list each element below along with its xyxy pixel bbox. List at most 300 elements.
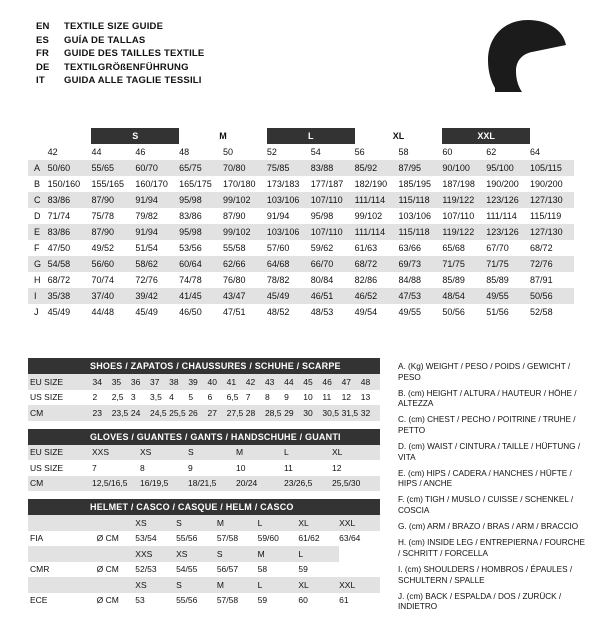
size-number-header: 64 — [530, 146, 541, 157]
table-cell: 45 — [303, 374, 322, 390]
size-number-header-row — [28, 144, 574, 160]
row-label: A — [28, 160, 48, 176]
row-label: EU SIZE — [28, 374, 93, 390]
table-cell: 53/54 — [135, 533, 157, 543]
table-cell: 9 — [284, 392, 289, 402]
size-number-header: 42 — [47, 146, 58, 157]
helmet-value-row — [28, 562, 380, 578]
table-cell: 28,5 — [265, 405, 284, 421]
helmet-size-header: XS — [135, 515, 176, 531]
table-cell: XL — [332, 445, 380, 461]
table-row — [28, 192, 574, 208]
table-cell: 70/74 — [91, 274, 114, 285]
table-cell: 85/89 — [486, 274, 509, 285]
helmet-size-header-row — [28, 515, 380, 531]
table-cell: 47 — [342, 374, 361, 390]
table-cell: 44/48 — [91, 306, 114, 317]
measurement-legend — [398, 362, 586, 618]
gloves-title: GLOVES / GUANTES / GANTS / HANDSCHUHE / GUANTI — [28, 429, 380, 445]
table-cell: 56/60 — [91, 256, 135, 272]
table-cell: 50/56 — [442, 306, 465, 317]
table-cell: 3,5 — [150, 392, 162, 402]
table-row — [28, 176, 574, 192]
helmet-standard-label: ECE — [30, 595, 48, 605]
helmet-size-header: XS — [135, 577, 176, 593]
table-cell: 111/114 — [355, 224, 399, 240]
table-cell: 37 — [150, 374, 169, 390]
table-cell: 55/56 — [176, 595, 198, 605]
language-code: IT — [36, 75, 45, 86]
table-cell: 12 — [341, 392, 352, 402]
table-row — [28, 304, 574, 320]
row-label: EU SIZE — [28, 445, 92, 461]
table-cell: 52/53 — [135, 564, 157, 574]
language-row — [36, 47, 436, 61]
table-cell: 35 — [112, 374, 131, 390]
helmet-table — [28, 515, 380, 608]
helmet-size-header: XL — [298, 515, 339, 531]
language-code: EN — [36, 21, 50, 32]
table-cell: 9 — [188, 462, 193, 473]
table-cell: 87/95 — [398, 160, 442, 176]
table-cell: 43/47 — [223, 288, 267, 304]
table-row — [28, 272, 574, 288]
table-cell: 57/60 — [266, 242, 290, 253]
table-cell: 31,5 — [342, 405, 361, 421]
table-cell: 52/58 — [530, 306, 553, 317]
table-cell: 177/187 — [310, 178, 344, 189]
table-cell: 69/73 — [398, 256, 442, 272]
table-cell: 155/165 — [91, 178, 124, 189]
table-cell: 48/53 — [310, 306, 334, 317]
table-cell: 103/106 — [267, 192, 311, 208]
legend-item: D. (cm) WAIST / CINTURA / TAILLE / HÜFTUNG / VITA — [398, 442, 581, 462]
size-number-header: 60 — [442, 146, 453, 157]
table-cell: 85/89 — [442, 274, 465, 285]
table-cell: 7 — [245, 392, 251, 402]
size-number-header: 54 — [310, 146, 321, 157]
size-letter-header — [530, 128, 574, 144]
table-cell: 84/88 — [398, 274, 421, 285]
table-cell: 36 — [131, 374, 150, 390]
legend-item: C. (cm) CHEST / PECHO / POITRINE / TRUHE / PETTO — [398, 415, 576, 435]
row-label — [28, 546, 97, 562]
table-cell: 90/100 — [442, 160, 486, 176]
table-cell: 2 — [92, 392, 98, 402]
table-cell: 63/66 — [398, 242, 421, 253]
table-cell: 45/49 — [135, 306, 158, 317]
table-cell: 24,5 — [150, 405, 169, 421]
table-cell: 123/126 — [486, 224, 530, 240]
table-cell: 72/76 — [530, 256, 574, 272]
legend-item: I. (cm) SHOULDERS / HOMBROS / ÉPAULES / SCHULTERN / SPALLE — [398, 564, 573, 585]
table-cell: 27 — [207, 405, 226, 421]
size-number-header: 52 — [266, 146, 277, 157]
table-cell: 68/72 — [355, 256, 399, 272]
table-cell: 83/86 — [48, 224, 92, 240]
table-cell: 185/195 — [398, 178, 432, 189]
helmet-size-header: M — [217, 577, 258, 593]
helmet-standard-label: CMR — [30, 564, 50, 574]
table-cell: 11 — [284, 462, 293, 473]
helmet-unit: Ø CM — [96, 595, 119, 605]
table-cell: S — [188, 445, 236, 461]
helmet-unit: Ø CM — [96, 564, 119, 574]
table-cell: 30 — [303, 405, 322, 421]
table-cell: 57/58 — [216, 533, 239, 543]
table-cell: 46/50 — [179, 306, 202, 317]
table-cell: 75/78 — [91, 210, 114, 221]
table-cell: 55/56 — [176, 533, 198, 543]
table-cell: 95/100 — [486, 160, 530, 176]
table-cell: 160/170 — [135, 178, 168, 189]
table-cell: 115/118 — [398, 192, 442, 208]
table-cell: 83/88 — [311, 160, 355, 176]
table-cell: 115/118 — [398, 224, 442, 240]
table-cell: 61/63 — [354, 242, 378, 253]
table-cell: 119/122 — [442, 192, 486, 208]
table-cell: 42 — [246, 374, 265, 390]
table-cell: 83/86 — [48, 192, 92, 208]
table-cell: 16/19,5 — [140, 476, 188, 492]
table-cell: 23,5 — [112, 405, 131, 421]
legend-item: A. (Kg) WEIGHT / PESO / POIDS / GEWICHT / PESO — [398, 362, 571, 382]
table-row — [28, 288, 574, 304]
table-cell: 34 — [93, 374, 112, 390]
table-cell: 61 — [339, 595, 349, 605]
helmet-size-header: M — [217, 515, 258, 531]
shoes-table — [28, 374, 380, 421]
table-cell: 54/58 — [48, 256, 92, 272]
table-cell: 43 — [265, 374, 284, 390]
size-number-header: 58 — [398, 146, 409, 157]
helmet-size-header: S — [176, 515, 217, 531]
table-cell: 173/183 — [266, 178, 300, 189]
table-cell: 165/175 — [179, 178, 212, 189]
table-cell: 71/74 — [47, 210, 71, 221]
row-label: F — [34, 242, 40, 253]
table-cell: 119/122 — [442, 224, 486, 240]
row-label: C — [28, 192, 48, 208]
helmet-size-header: XL — [298, 577, 339, 593]
table-cell: 65/68 — [442, 242, 465, 253]
table-cell: 46 — [322, 374, 341, 390]
size-number-header: 50 — [223, 146, 234, 157]
table-cell: 87/90 — [223, 210, 246, 221]
table-cell: 127/130 — [530, 192, 574, 208]
legend-item: E. (cm) HIPS / CADERA / HANCHES / HÜFTE / HIPS / ANCHE — [398, 468, 572, 489]
table-cell: M — [236, 445, 284, 461]
size-letter-header — [28, 128, 48, 144]
size-letter-header: L — [267, 128, 355, 144]
table-cell: 49/52 — [91, 242, 114, 253]
helmet-size-header: M — [258, 546, 299, 562]
size-number-header: 48 — [179, 146, 190, 157]
table-cell: 187/198 — [442, 178, 475, 189]
table-row — [28, 374, 380, 390]
table-cell: 11 — [322, 392, 332, 402]
table-cell: 51/54 — [135, 242, 158, 253]
table-cell: 170/180 — [223, 178, 256, 189]
table-cell: 41 — [227, 374, 246, 390]
table-cell: 67/70 — [486, 242, 509, 253]
table-cell: 54/55 — [176, 564, 198, 574]
table-cell: 49/54 — [354, 306, 378, 317]
table-cell: 72/76 — [135, 274, 158, 285]
table-cell: 99/102 — [354, 210, 383, 221]
legend-item: J. (cm) BACK / ESPALDA / DOS / ZURÜCK / INDIETRO — [398, 591, 562, 612]
table-cell: 59 — [257, 595, 268, 605]
size-number-header: 44 — [91, 146, 102, 157]
table-row — [28, 224, 574, 240]
size-letter-header: XXL — [442, 128, 530, 144]
table-cell: 56/57 — [216, 564, 239, 574]
table-cell: 63/64 — [339, 533, 361, 543]
table-cell: XS — [140, 445, 188, 461]
table-row — [28, 240, 574, 256]
table-cell: 103/106 — [398, 210, 432, 221]
table-row — [28, 160, 574, 176]
table-cell: 91/94 — [135, 192, 179, 208]
table-cell: 47/50 — [47, 242, 71, 253]
size-number-header — [28, 144, 48, 160]
table-cell: 91/94 — [135, 224, 179, 240]
table-cell: 68/72 — [530, 242, 553, 253]
table-cell: 32 — [361, 405, 380, 421]
legend-item: H. (cm) INSIDE LEG / ENTREPIERNA / FOURCHE / SCHRITT / FORCELLA — [398, 538, 585, 558]
row-label: E — [28, 224, 48, 240]
table-cell: 95/98 — [179, 224, 223, 240]
table-cell: 50/60 — [48, 160, 92, 176]
table-cell: 24 — [131, 405, 150, 421]
table-cell: 60/70 — [135, 160, 179, 176]
table-cell: 87/91 — [530, 274, 553, 285]
table-cell: 59/62 — [310, 242, 334, 253]
unit-spacer — [97, 546, 136, 562]
unit-spacer — [97, 515, 136, 531]
row-label — [28, 515, 97, 531]
table-cell: 25,5 — [169, 405, 188, 421]
table-cell: 95/98 — [310, 210, 334, 221]
lower-tables — [28, 358, 380, 608]
table-cell: 2,5 — [111, 392, 124, 402]
table-row — [28, 256, 574, 272]
table-cell: 85/92 — [355, 160, 399, 176]
table-cell: 61/62 — [298, 533, 320, 543]
table-cell: 3 — [130, 392, 136, 402]
table-cell: 8 — [140, 462, 145, 473]
helmet-size-header: L — [258, 515, 299, 531]
table-cell: 74/78 — [179, 274, 202, 285]
table-cell: 41/45 — [179, 288, 223, 304]
table-cell: 111/114 — [486, 210, 517, 221]
table-cell: 87/90 — [91, 224, 135, 240]
table-cell: 91/94 — [266, 210, 290, 221]
table-cell: 20/24 — [236, 476, 284, 492]
table-cell: 44 — [284, 374, 303, 390]
table-cell: 49/55 — [398, 306, 421, 317]
table-cell: 39 — [188, 374, 207, 390]
table-cell: 75/85 — [267, 160, 311, 176]
size-number-header: 46 — [135, 146, 146, 157]
legend-item: G. (cm) ARM / BRAZO / BRAS / ARM / BRACCIO — [398, 522, 579, 532]
table-cell: 25,5/30 — [332, 476, 380, 492]
table-row — [28, 390, 380, 406]
table-row — [28, 445, 380, 461]
row-label: D — [34, 210, 41, 221]
helmet-size-header: XXS — [135, 546, 176, 562]
helmet-size-header: S — [176, 577, 217, 593]
row-label: CM — [28, 476, 92, 492]
table-cell: 8 — [264, 392, 270, 402]
table-cell: 10 — [236, 462, 246, 473]
language-code: DE — [36, 61, 50, 73]
table-cell: 47/51 — [223, 306, 246, 317]
row-label: US SIZE — [30, 392, 64, 402]
table-cell: 103/106 — [267, 224, 311, 240]
size-number-header: 56 — [354, 146, 365, 157]
size-letter-header: XL — [355, 128, 443, 144]
table-cell: 87/90 — [91, 192, 135, 208]
table-cell: 53 — [135, 595, 145, 605]
table-cell: 12 — [332, 462, 342, 473]
table-cell: L — [284, 445, 332, 461]
table-cell: 105/115 — [530, 160, 574, 176]
table-cell: 27,5 — [227, 405, 246, 421]
size-letter-header — [48, 128, 92, 144]
helmet-standard-label: FIA — [30, 533, 44, 543]
table-cell: 83/86 — [179, 210, 202, 221]
table-cell: 58 — [257, 564, 268, 574]
table-cell: 53/56 — [179, 242, 202, 253]
table-cell: 45/49 — [47, 306, 71, 317]
table-cell: 38 — [169, 374, 188, 390]
table-cell: 82/86 — [354, 274, 378, 285]
row-label: B — [34, 178, 41, 189]
table-cell: 57/58 — [216, 595, 239, 605]
table-cell: 29 — [284, 405, 303, 421]
helmet-size-header-row — [28, 546, 380, 562]
shoes-title: SHOES / ZAPATOS / CHAUSSURES / SCHUHE / SCARPE — [28, 358, 380, 374]
language-title: TEXTILGRÖßENFÜHRUNG — [64, 61, 189, 73]
size-letter-header-row — [28, 128, 574, 144]
language-code: ES — [36, 34, 50, 46]
unit-spacer — [97, 577, 136, 593]
table-cell: 47/53 — [398, 288, 442, 304]
table-cell: 6,5 — [226, 392, 239, 402]
table-cell: 26 — [188, 405, 207, 421]
row-label: H — [34, 274, 41, 285]
row-label — [28, 577, 97, 593]
table-row — [28, 476, 380, 492]
table-cell: 60/64 — [179, 256, 223, 272]
table-cell: 107/110 — [442, 210, 475, 221]
table-cell: 10 — [303, 392, 313, 402]
row-label: CM — [28, 405, 93, 421]
table-cell: 55/58 — [223, 242, 246, 253]
table-cell: 48 — [361, 374, 380, 390]
table-cell: 79/82 — [135, 210, 158, 221]
helmet-size-header: XS — [176, 546, 217, 562]
table-cell: 46/51 — [311, 288, 355, 304]
helmet-size-header: XXL — [339, 515, 380, 531]
table-cell: 182/190 — [354, 178, 388, 189]
table-cell: 5 — [188, 392, 194, 402]
header — [36, 20, 436, 88]
table-cell: 95/98 — [179, 192, 223, 208]
table-cell: 46/52 — [355, 288, 399, 304]
table-cell: 6 — [207, 392, 213, 402]
gloves-table — [28, 445, 380, 492]
language-title: TEXTILE SIZE GUIDE — [64, 21, 164, 32]
helmet-title: HELMET / CASCO / CASQUE / HELM / CASCO — [28, 499, 380, 515]
table-cell: 71/75 — [486, 256, 530, 272]
table-cell: 12,5/16,5 — [92, 476, 140, 492]
table-cell: 68/72 — [47, 274, 71, 285]
table-cell: 28 — [246, 405, 265, 421]
table-cell: 76/80 — [223, 274, 246, 285]
language-row — [36, 34, 436, 48]
table-cell: 190/200 — [486, 178, 519, 189]
size-letter-header: M — [179, 128, 267, 144]
table-cell: 66/70 — [311, 256, 355, 272]
table-cell: 150/160 — [47, 178, 81, 189]
helmet-size-header: L — [258, 577, 299, 593]
table-cell: 70/80 — [223, 160, 267, 176]
main-size-table — [28, 128, 574, 320]
row-label: J — [34, 306, 39, 317]
table-cell: 51/56 — [486, 306, 509, 317]
row-label: US SIZE — [30, 462, 64, 473]
language-title: GUIDE DES TAILLES TEXTILE — [64, 48, 205, 59]
helmet-value-row — [28, 593, 380, 609]
language-row — [36, 74, 436, 88]
table-cell: 107/110 — [311, 192, 355, 208]
table-cell: 78/82 — [266, 274, 290, 285]
table-cell: 111/114 — [355, 192, 399, 208]
table-cell: 64/68 — [267, 256, 311, 272]
size-letter-header: S — [91, 128, 179, 144]
language-row — [36, 20, 436, 34]
table-cell: 115/119 — [530, 210, 562, 221]
table-cell: 37/40 — [91, 288, 135, 304]
table-cell: 59/60 — [257, 533, 279, 543]
table-cell: 7 — [92, 462, 97, 473]
table-cell: 30,5 — [322, 405, 341, 421]
table-cell: 60 — [298, 595, 308, 605]
table-row — [28, 460, 380, 476]
table-cell: 59 — [298, 564, 308, 574]
table-cell: 65/75 — [179, 160, 223, 176]
table-cell: 55/65 — [91, 160, 135, 176]
helmet-size-header: L — [298, 546, 339, 562]
table-cell: XXS — [92, 445, 140, 461]
helmet-unit: Ø CM — [96, 533, 119, 543]
table-cell: 40 — [207, 374, 226, 390]
row-label: I — [28, 288, 48, 304]
table-cell: 23 — [93, 405, 112, 421]
size-number-header: 62 — [486, 146, 497, 157]
helmet-value-row — [28, 531, 380, 547]
table-cell: 49/55 — [486, 288, 530, 304]
table-cell: 62/66 — [223, 256, 267, 272]
row-label: G — [28, 256, 48, 272]
table-cell: 23/26,5 — [284, 476, 332, 492]
table-cell: 99/102 — [223, 224, 267, 240]
legend-item: B. (cm) HEIGHT / ALTURA / HAUTEUR / HÖHE / ALTEZZA — [398, 388, 577, 409]
helmet-size-header: XXL — [339, 577, 380, 593]
table-cell: 71/75 — [442, 256, 486, 272]
